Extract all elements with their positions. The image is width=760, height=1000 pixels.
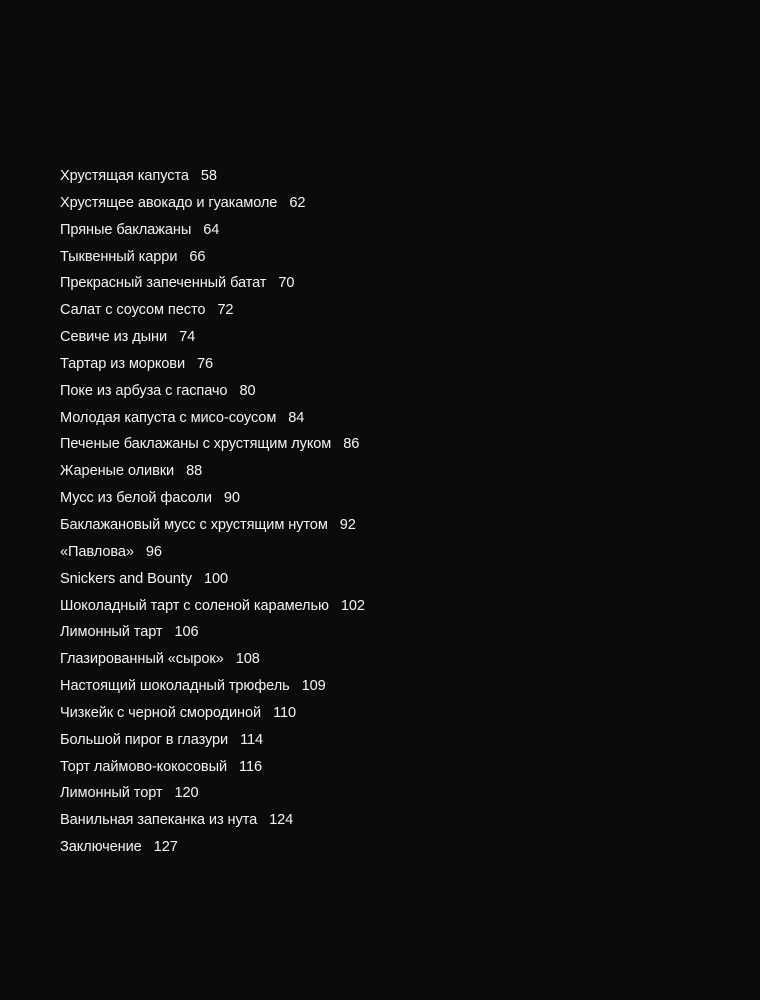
toc-entry-page-number: 106 <box>174 624 199 641</box>
toc-entry <box>60 459 365 486</box>
toc-entry-title: Севиче из дыни <box>60 329 168 346</box>
toc-entry <box>60 164 365 191</box>
toc-entry-title: Хрустящая капуста <box>60 168 189 184</box>
toc-entry-page-number: 102 <box>340 597 365 614</box>
toc-entry <box>60 674 365 701</box>
toc-entry <box>60 728 365 755</box>
toc-entry <box>60 540 365 567</box>
toc-entry-page-number: 74 <box>179 329 196 346</box>
toc-entry-title: Тыквенный карри <box>60 248 178 265</box>
toc-entry <box>60 406 365 433</box>
toc-entry-title: Заключение <box>60 839 142 856</box>
toc-entry <box>60 755 365 782</box>
toc-entry-page-number: 100 <box>203 570 229 587</box>
toc-entry-title: Салат с соусом песто <box>60 302 206 319</box>
toc-entry-page-number: 58 <box>200 168 217 184</box>
table-of-contents <box>60 164 365 862</box>
toc-entry-page-number: 90 <box>223 490 240 507</box>
toc-entry-title: Поке из арбуза с гаспачо <box>60 382 228 399</box>
toc-entry-title: Мусс из белой фасоли <box>60 490 212 507</box>
toc-entry <box>60 835 365 862</box>
toc-entry-title: Лимонный торт <box>60 785 163 802</box>
toc-entry-page-number: 114 <box>240 731 264 748</box>
toc-entry <box>60 781 365 808</box>
toc-entry-title: Глазированный «сырок» <box>60 651 224 668</box>
toc-entry-page-number: 66 <box>189 248 206 265</box>
toc-entry-page-number: 124 <box>269 812 294 829</box>
toc-entry-page-number: 84 <box>288 409 305 426</box>
toc-entry-page-number: 72 <box>217 302 234 319</box>
toc-entry-title: Ванильная запеканка из нута <box>60 812 258 829</box>
toc-entry <box>60 808 365 835</box>
toc-entry-title: Лимонный тарт <box>60 624 163 641</box>
toc-entry-page-number: 116 <box>239 758 262 775</box>
toc-entry-page-number: 109 <box>301 678 326 695</box>
toc-entry-title: Прекрасный запеченный батат <box>60 275 267 292</box>
toc-entry-title: «Павлова» <box>60 543 134 560</box>
toc-entry-title: Большой пирог в глазури <box>60 731 229 748</box>
toc-entry <box>60 620 365 647</box>
toc-entry-title: Snickers and Bounty <box>60 570 192 587</box>
toc-entry <box>60 191 365 218</box>
toc-entry <box>60 271 365 298</box>
toc-entry <box>60 298 365 325</box>
toc-entry <box>60 218 365 245</box>
toc-entry <box>60 432 365 459</box>
toc-entry-page-number: 127 <box>153 839 178 856</box>
toc-entry-title: Хрустящее авокадо и гуакамоле <box>60 194 278 211</box>
toc-entry <box>60 567 365 594</box>
toc-entry <box>60 647 365 674</box>
toc-entry-title: Пряные баклажаны <box>60 221 192 238</box>
toc-entry-page-number: 110 <box>273 704 297 721</box>
toc-entry <box>60 513 365 540</box>
toc-entry-title: Баклажановый мусс с хрустящим нутом <box>60 516 328 533</box>
toc-entry-title: Молодая капуста с мисо-соусом <box>60 409 277 426</box>
toc-entry-page-number: 88 <box>186 463 203 480</box>
toc-entry-page-number: 96 <box>145 543 162 560</box>
toc-entry-page-number: 76 <box>197 355 214 372</box>
toc-entry-page-number: 120 <box>174 785 199 802</box>
toc-entry-title: Торт лаймово-кокосовый <box>60 758 228 775</box>
toc-entry <box>60 701 365 728</box>
toc-entry <box>60 379 365 406</box>
toc-entry <box>60 352 365 379</box>
toc-entry-page-number: 64 <box>203 221 220 238</box>
toc-entry-title: Шоколадный тарт с соленой карамелью <box>60 597 329 614</box>
toc-entry <box>60 245 365 272</box>
toc-entry-title: Жареные оливки <box>60 463 175 480</box>
toc-entry-title: Настоящий шоколадный трюфель <box>60 678 290 695</box>
toc-entry-title: Печеные баклажаны с хрустящим луком <box>60 436 332 453</box>
toc-entry <box>60 594 365 621</box>
toc-entry-page-number: 80 <box>239 382 256 399</box>
toc-entry <box>60 486 365 513</box>
toc-entry-title: Чизкейк с черной смородиной <box>60 704 262 721</box>
toc-entry-page-number: 86 <box>343 436 360 453</box>
toc-entry-page-number: 70 <box>278 275 295 292</box>
toc-entry-page-number: 92 <box>339 516 356 533</box>
toc-entry-title: Тартар из моркови <box>60 355 186 372</box>
toc-entry-page-number: 62 <box>289 194 306 211</box>
toc-entry-page-number: 108 <box>235 651 260 668</box>
toc-entry <box>60 325 365 352</box>
